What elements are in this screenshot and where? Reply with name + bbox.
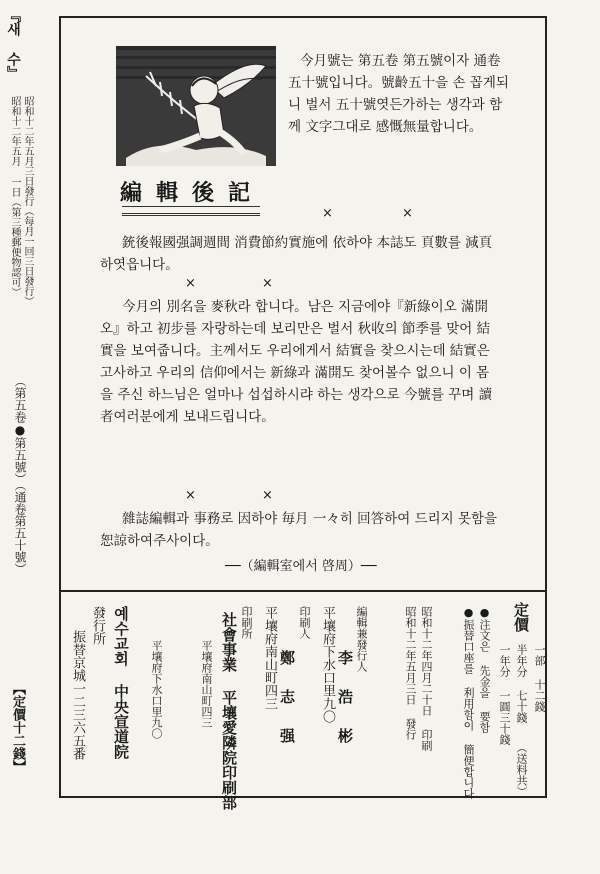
editorial-paragraph-1: 今月號는 第五卷 第五號이자 通卷五十號입니다。號齡五十을 손 꼽게되니 벌서 五十號엿든가하는 생각과 함께 文字그대로 感慨無量합니다。 [288, 53, 509, 135]
publisher-name: 예수교회 中央宣道院 [112, 606, 130, 759]
editorial-paragraph-4: 雜誌編輯과 事務로 因하야 毎月 一々히 回答하여 드리지 못함을 恕諒하여주사이다。 [100, 511, 498, 549]
spine-date-line-2: 昭和十二年五月三日發行（每月一回三日發行） [22, 96, 33, 306]
printer-address: 平壤府南山町四三 [262, 606, 277, 710]
colophon-divider [59, 590, 547, 592]
cherub-illustration [116, 46, 276, 166]
spine-issue-number: （第五卷●第五號）（通卷第五十號） [13, 375, 27, 575]
publisher-account: 振替京城一二三六五番 [70, 630, 85, 760]
printshop-label: 印刷所 [240, 606, 253, 639]
editorial-paragraph-2: 銃後報國强調週間 消費節約實施에 依하야 本誌도 頁數를 減頁하엿읍니다。 [100, 235, 493, 273]
editorial-heading: 編輯後記 [120, 180, 265, 206]
separator-mark: × [402, 206, 413, 221]
editorial-signature: ──（編輯室에서 啓周）── [225, 559, 377, 574]
editorial-paragraph-3: 今月의 別名을 麥秋라 합니다。남은 지금에야『新綠이오 滿開오』하고 初步를 자랑하는데 보리만은 벌서 秋收의 節季를 맞어 結實을 보여줍니다。主께서도 우리에게서 結實을 찾으시는데 結實은 고사하고 우리의 信仰에서는 新綠과 滿開도 찾어볼수 없으니 이 몸을 주신 하느님은 얼마나 섭섭하시랴 하는 생각으로 今號를 꾸며 讀者여러분에게 보내드립니다。 [100, 299, 493, 425]
separator-mark: × [185, 488, 196, 503]
editor-name: 李浩彬 [336, 650, 354, 767]
separator-mark: × [322, 206, 333, 221]
printshop-address: 平壤府南山町四三 [200, 640, 213, 728]
price-full-year: 一年分 一圓三十錢 [498, 644, 511, 745]
price-single: 一部 十二錢 [533, 644, 546, 712]
separator-mark: × [262, 488, 273, 503]
heading-underline [122, 206, 260, 216]
editor-address: 平壤府下水口里九〇 [320, 606, 335, 723]
editor-label: 編輯兼發行人 [355, 606, 368, 672]
price-half-year: 半年分 七十錢 [515, 644, 528, 723]
separator-mark: × [185, 276, 196, 291]
printer-name: 鄭志强 [278, 650, 296, 767]
price-label: 定價 [512, 602, 530, 632]
separator-mark: × [262, 276, 273, 291]
spine-price: 【定價十二錢】 [10, 682, 25, 773]
notice-order: ●注文은 先金을 要함 [478, 606, 491, 733]
print-date: 昭和十二年四月二十日 印刷 [420, 606, 433, 751]
printshop-name: 社會事業 平壤愛隣院印刷部 [220, 612, 238, 810]
price-note: （送料共） [515, 742, 528, 797]
printer-label: 印刷人 [298, 606, 311, 639]
spine-magazine-title: 『새 수』 [5, 8, 21, 80]
publisher-address: 平壤府下水口里九〇 [150, 640, 163, 739]
publisher-label: 發行所 [90, 606, 105, 645]
notice-transfer: ●振替口座를 利用함이 簡便합니다 [462, 606, 475, 799]
spine-date-line-1: 昭和十二年五月 一日（第三種郵便物認可） [9, 96, 20, 297]
publish-date: 昭和十二年五月三日 發行 [404, 606, 417, 740]
